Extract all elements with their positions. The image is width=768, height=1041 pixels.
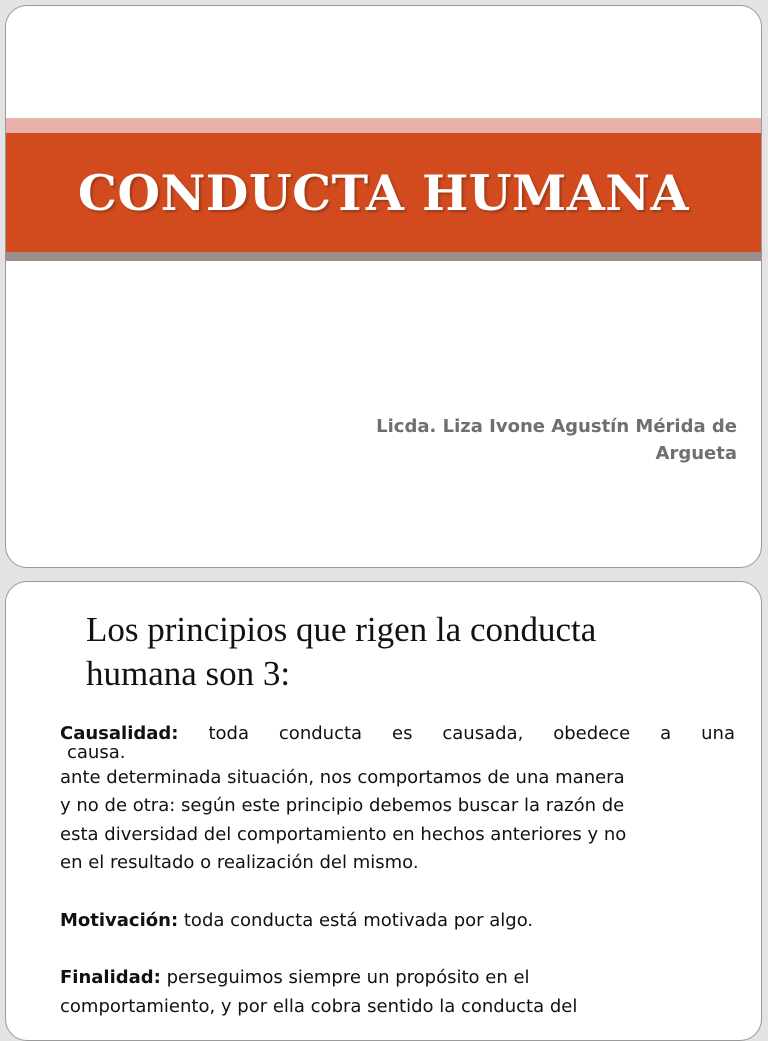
causalidad-line-1: ante determinada situación, nos comportamos de una manera [60,766,625,788]
author-line-1: Licda. Liza Ivone Agustín Mérida de [376,416,737,437]
slide-heading [86,608,726,696]
finalidad-text: perseguimos siempre un propósito en el [160,967,530,988]
motivacion-label: Motivación: [60,909,179,931]
heading-line-1: Los principios que rigen la conducta [86,610,597,649]
slide-title: CONDUCTA HUMANA [77,163,690,222]
heading-line-2: humana son 3: [86,654,291,693]
causalidad-paragraph [60,720,735,749]
title-band-top-stripe [6,118,761,133]
motivacion-paragraph [60,907,735,936]
causalidad-text: toda conducta es causada, obedece a una [178,723,735,744]
causalidad-label: Causalidad: [60,723,179,744]
author-line-2: Argueta [655,443,737,464]
finalidad-paragraph [60,964,735,993]
causalidad-continuation: causa. [67,741,126,763]
author-name [217,413,737,467]
finalidad-line-2: comportamiento, y por ella cobra sentido la conducta del [60,995,578,1017]
motivacion-text: toda conducta está motivada por algo. [178,909,534,931]
causalidad-line-3: esta diversidad del comportamiento en hechos anteriores y no [60,823,627,845]
title-slide [5,5,762,568]
slide-body [60,720,735,1021]
causalidad-line-4: en el resultado o realización del mismo. [60,852,419,873]
principles-slide [5,581,762,1041]
title-band-bottom-stripe [6,252,761,261]
finalidad-label: Finalidad: [60,967,161,988]
causalidad-line-2: y no de otra: según este principio debemos buscar la razón de [60,795,625,816]
